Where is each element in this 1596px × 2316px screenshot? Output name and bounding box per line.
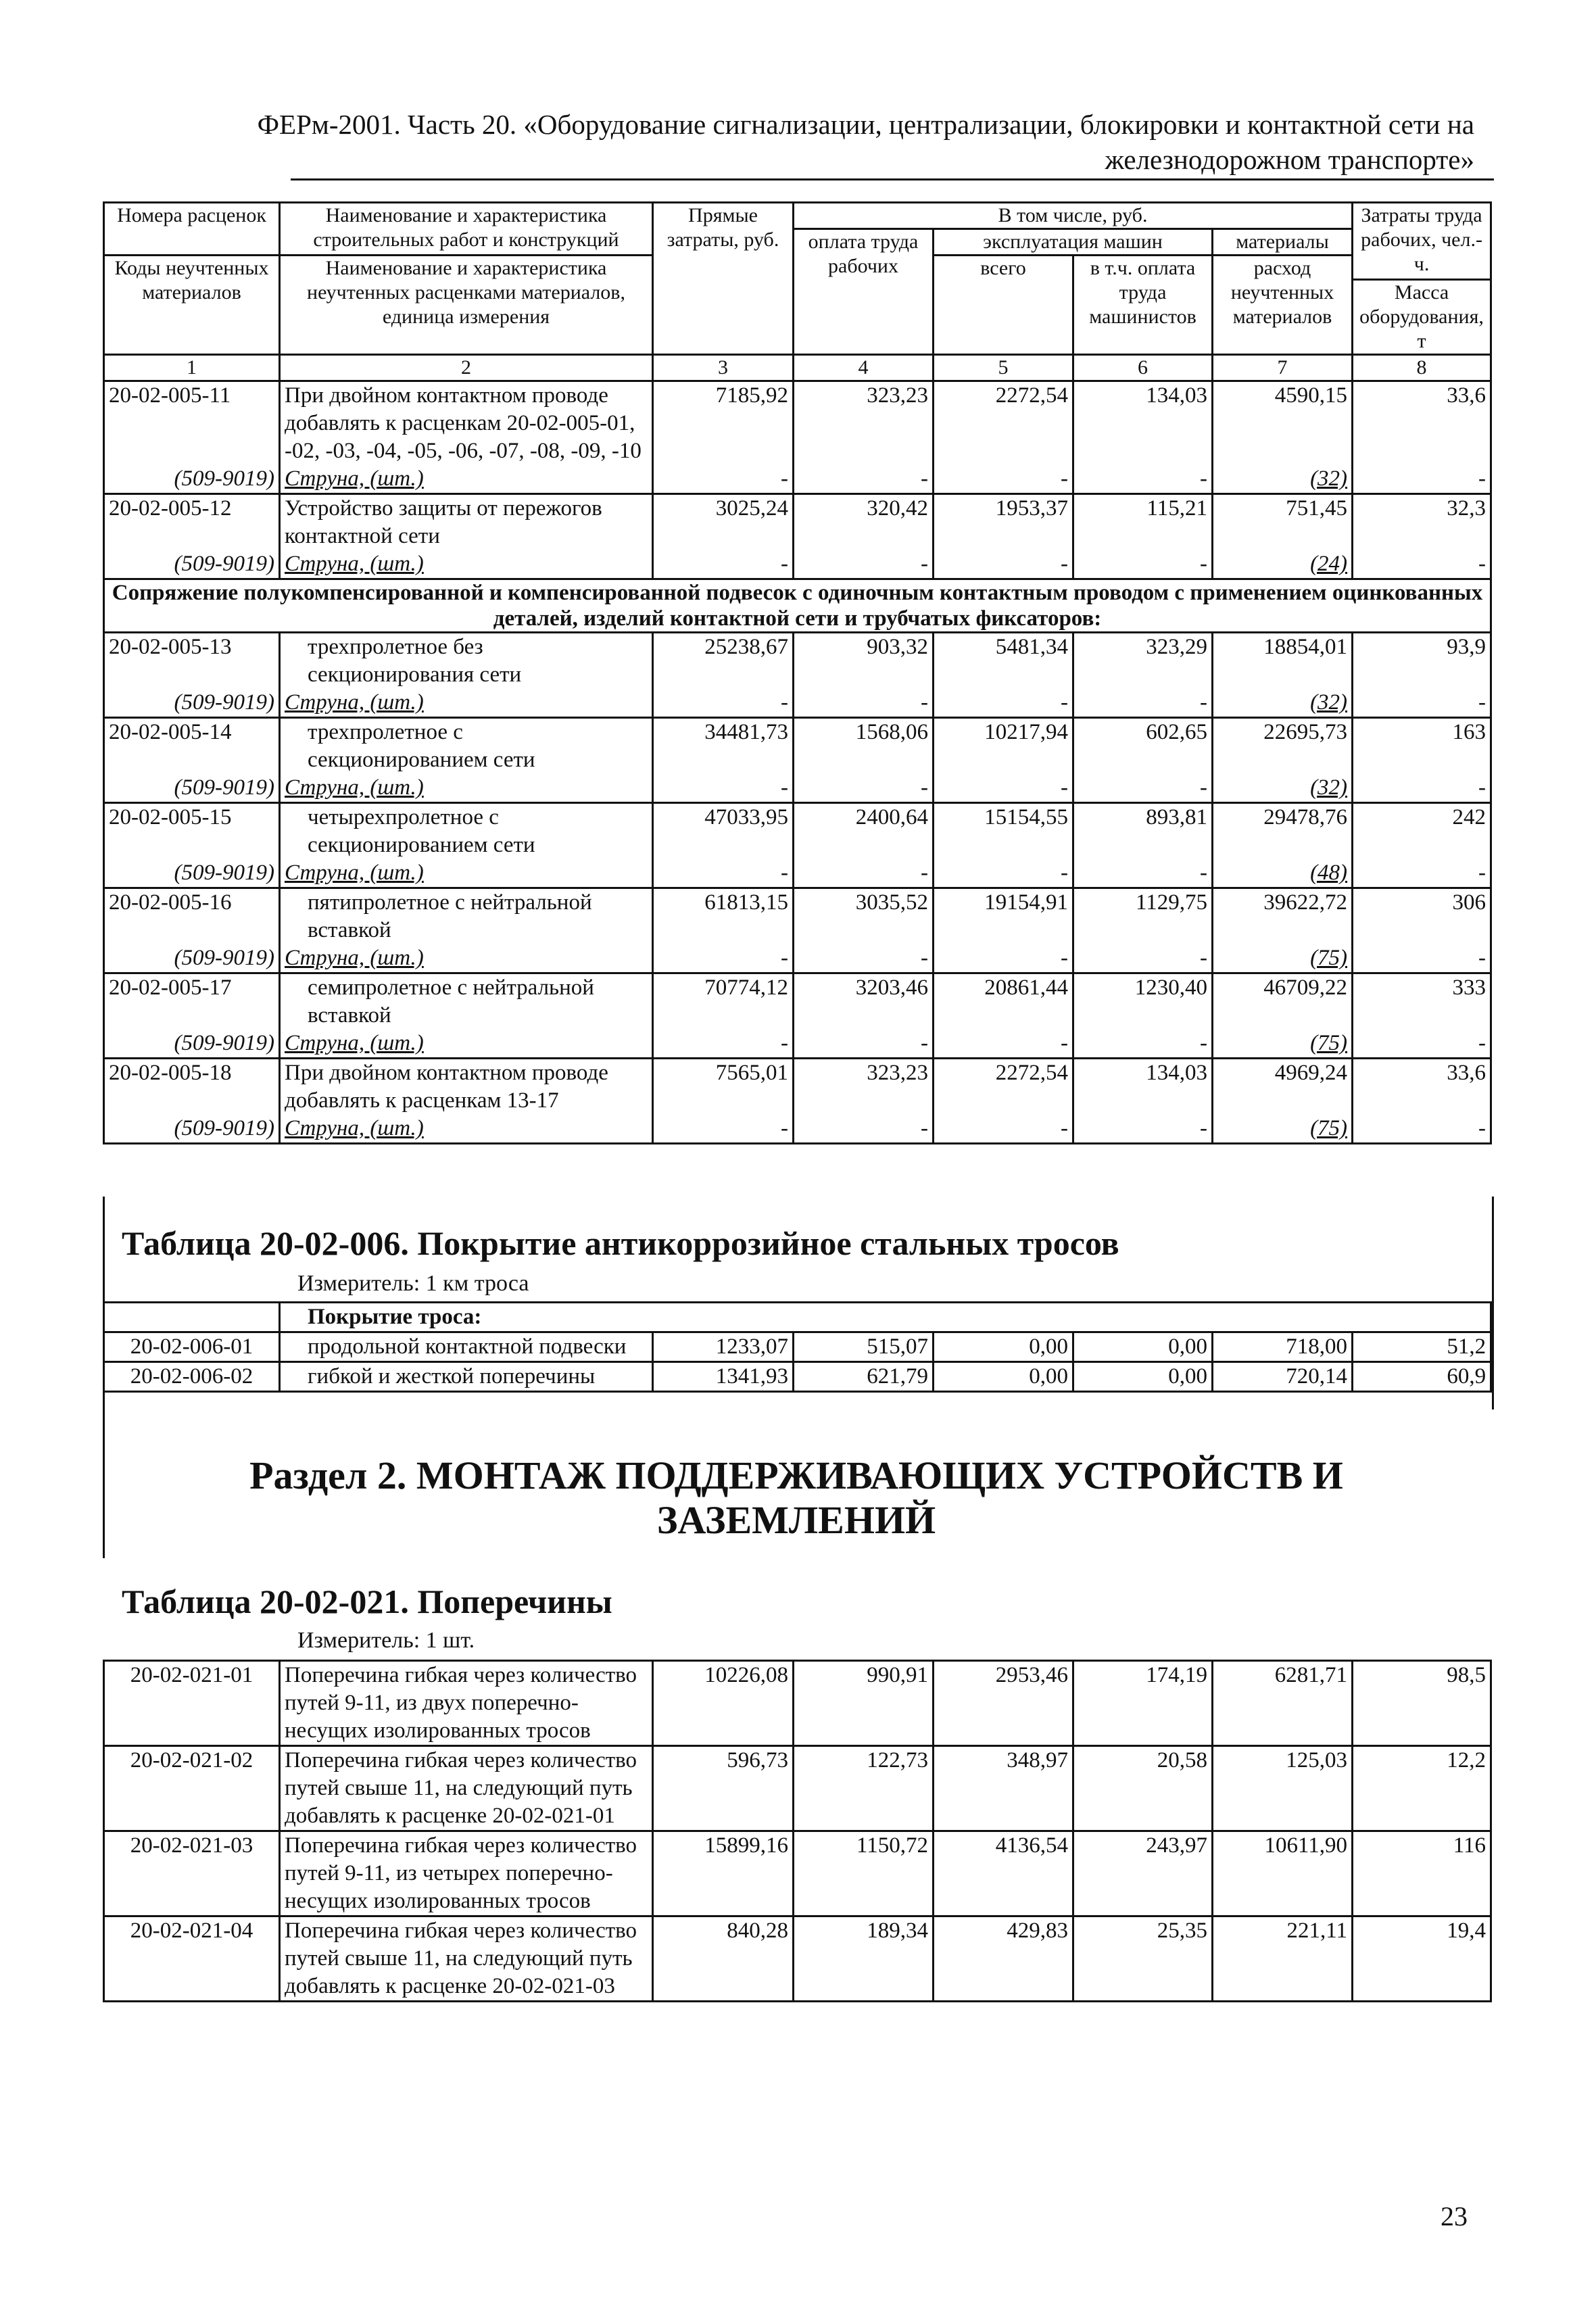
rate-value: 323,23 [794, 381, 934, 466]
rate-value: 333 [1353, 973, 1491, 1030]
rate-value: 39622,72 [1213, 888, 1353, 945]
rate-code: 20-02-006-01 [104, 1332, 280, 1362]
material-value: - [653, 944, 794, 973]
rate-value: 22695,73 [1213, 718, 1353, 775]
rate-value: 4136,54 [934, 1831, 1073, 1916]
column-number: 5 [934, 355, 1073, 381]
rate-value: 7565,01 [653, 1059, 794, 1115]
rate-name: семипролетное с нейтральной вставкой [280, 973, 653, 1030]
rate-value: 3035,52 [794, 888, 934, 945]
rate-value: 1568,06 [794, 718, 934, 775]
material-value: (32) [1213, 465, 1353, 494]
rate-value: 25,35 [1073, 1916, 1213, 2002]
rate-value: 893,81 [1073, 803, 1213, 860]
material-value: - [1353, 1115, 1491, 1144]
rate-value: 243,97 [1073, 1831, 1213, 1916]
rate-code: 20-02-021-01 [104, 1661, 280, 1746]
rate-name: пятипролетное с нейтральной вставкой [280, 888, 653, 945]
material-value: - [653, 859, 794, 888]
rate-value: 134,03 [1073, 381, 1213, 466]
table-006 [103, 1301, 1492, 1393]
material-value: - [794, 944, 934, 973]
rate-value: 306 [1353, 888, 1491, 945]
rate-value: 1230,40 [1073, 973, 1213, 1030]
rate-value: 70774,12 [653, 973, 794, 1030]
rate-value: 1953,37 [934, 494, 1073, 551]
material-value: - [653, 1030, 794, 1059]
material-value: - [794, 859, 934, 888]
rate-value: 4969,24 [1213, 1059, 1353, 1115]
rate-value: 122,73 [794, 1746, 934, 1831]
rate-value: 10217,94 [934, 718, 1073, 775]
rate-value: 33,6 [1353, 381, 1491, 466]
rate-name: Поперечина гибкая через количество путей свыше 11, на следующий путь добавлять к расценке 20-02-021-01 [280, 1746, 653, 1831]
rate-value: 6281,71 [1213, 1661, 1353, 1746]
rate-value: 429,83 [934, 1916, 1073, 2002]
material-code: (509-9019) [104, 550, 280, 579]
col-material-expense: расход неучтенных материалов [1213, 256, 1353, 355]
rate-value: 0,00 [934, 1332, 1073, 1362]
material-code: (509-9019) [104, 689, 280, 718]
rate-code: 20-02-021-02 [104, 1746, 280, 1831]
col-materials: материалы [1213, 229, 1353, 256]
material-value: (75) [1213, 1030, 1353, 1059]
material-value: - [1073, 1030, 1213, 1059]
table-row [104, 633, 1491, 690]
table-row [104, 1332, 1491, 1362]
table-row [104, 718, 1491, 775]
rate-value: 348,97 [934, 1746, 1073, 1831]
rate-value: 621,79 [794, 1362, 934, 1392]
table-021 [103, 1660, 1492, 2002]
table-row [104, 888, 1491, 945]
material-value: - [794, 774, 934, 803]
material-value: - [934, 465, 1073, 494]
material-value: - [1073, 1115, 1213, 1144]
rate-value: 32,3 [1353, 494, 1491, 551]
section2-title-line1: Раздел 2. МОНТАЖ ПОДДЕРЖИВАЮЩИХ УСТРОЙСТВ И [249, 1453, 1343, 1497]
material-value: - [934, 859, 1073, 888]
rate-value: 125,03 [1213, 1746, 1353, 1831]
rate-value: 10226,08 [653, 1661, 794, 1746]
material-value: (32) [1213, 774, 1353, 803]
material-row [104, 465, 1491, 494]
rate-name: Поперечина гибкая через количество путей свыше 11, на следующий путь добавлять к расценке 20-02-021-03 [280, 1916, 653, 2002]
section-note [104, 579, 1491, 633]
rate-value: 323,29 [1073, 633, 1213, 690]
rate-value: 990,91 [794, 1661, 934, 1746]
rate-code: 20-02-005-14 [104, 718, 280, 775]
rate-value: 18854,01 [1213, 633, 1353, 690]
rate-name: четырехпролетное с секционированием сети [280, 803, 653, 860]
rate-value: 0,00 [934, 1362, 1073, 1392]
table-row [104, 494, 1491, 551]
material-value: - [1073, 465, 1213, 494]
table-header [104, 203, 1491, 381]
rate-value: 2272,54 [934, 381, 1073, 466]
material-value: - [1353, 774, 1491, 803]
col-equipment-mass: Масса оборудования, т [1353, 280, 1491, 355]
column-numbers-row [104, 355, 1491, 381]
rate-value: 323,23 [794, 1059, 934, 1115]
rate-value: 221,11 [1213, 1916, 1353, 2002]
material-value: - [1073, 689, 1213, 718]
table-row [104, 1362, 1491, 1392]
section2-title-line2: ЗАЗЕМЛЕНИЙ [656, 1498, 936, 1542]
material-value: - [653, 774, 794, 803]
rate-value: 15154,55 [934, 803, 1073, 860]
material-name: Струна, (шт.) [280, 550, 653, 579]
rows-group-b [104, 633, 1491, 1059]
rate-value: 7185,92 [653, 381, 794, 466]
col-material-names: Наименование и характеристика неучтенных расценками материалов, единица измерения [280, 256, 653, 355]
material-value: - [794, 550, 934, 579]
rate-value: 20861,44 [934, 973, 1073, 1030]
main-table-block [103, 201, 1490, 1144]
rate-value: 602,65 [1073, 718, 1213, 775]
section-note-text: Сопряжение полукомпенсированной и компенсированной подвесок с одиночным контактным проводом с применением оцинкованных деталей, изделий контактной сети и трубчатых фиксаторов: [104, 579, 1491, 633]
table-006-rows [104, 1332, 1491, 1392]
rate-value: 3203,46 [794, 973, 934, 1030]
table-006-wrap [103, 1301, 1490, 1393]
header-rule [291, 178, 1494, 180]
rate-value: 5481,34 [934, 633, 1073, 690]
rate-value: 134,03 [1073, 1059, 1213, 1115]
table-021-wrap [103, 1660, 1490, 2002]
material-name: Струна, (шт.) [280, 774, 653, 803]
rate-value: 19,4 [1353, 1916, 1491, 2002]
running-header-line2: железнодорожном транспорте» [1105, 144, 1474, 175]
material-value: - [1073, 859, 1213, 888]
rate-code: 20-02-005-15 [104, 803, 280, 860]
rate-value: 115,21 [1073, 494, 1213, 551]
material-name: Струна, (шт.) [280, 859, 653, 888]
material-code: (509-9019) [104, 859, 280, 888]
table-row [104, 1661, 1491, 1746]
rate-value: 19154,91 [934, 888, 1073, 945]
col-machines-total: всего [934, 256, 1073, 355]
material-value: - [653, 1115, 794, 1144]
column-number: 7 [1213, 355, 1353, 381]
material-value: - [1353, 689, 1491, 718]
column-number: 8 [1353, 355, 1491, 381]
rate-value: 4590,15 [1213, 381, 1353, 466]
material-value: (48) [1213, 859, 1353, 888]
rate-code: 20-02-005-12 [104, 494, 280, 551]
material-value: (32) [1213, 689, 1353, 718]
rate-value: 515,07 [794, 1332, 934, 1362]
col-rate-numbers: Номера расценок [104, 203, 280, 256]
rate-value: 51,2 [1353, 1332, 1491, 1362]
col-direct-costs: Прямые затраты, руб. [653, 203, 794, 355]
rate-value: 60,9 [1353, 1362, 1491, 1392]
table-row [104, 803, 1491, 860]
material-value: - [1073, 774, 1213, 803]
rate-value: 1129,75 [1073, 888, 1213, 945]
material-row [104, 774, 1491, 803]
material-value: (24) [1213, 550, 1353, 579]
table-row [104, 973, 1491, 1030]
material-row [104, 1115, 1491, 1144]
material-value: - [794, 689, 934, 718]
col-material-codes: Коды неучтенных материалов [104, 256, 280, 355]
rate-value: 29478,76 [1213, 803, 1353, 860]
rate-name: Поперечина гибкая через количество путей 9-11, из четырех поперечно-несущих изолированных тросов [280, 1831, 653, 1916]
material-value: - [934, 944, 1073, 973]
rate-value: 3025,24 [653, 494, 794, 551]
material-code: (509-9019) [104, 465, 280, 494]
table-row [104, 1831, 1491, 1916]
rate-name: При двойном контактном проводе добавлять к расценкам 13-17 [280, 1059, 653, 1115]
rate-name: трехпролетное без секционирования сети [280, 633, 653, 690]
rate-name: Устройство защиты от пережогов контактной сети [280, 494, 653, 551]
rate-value: 596,73 [653, 1746, 794, 1831]
material-value: - [1353, 550, 1491, 579]
rate-value: 718,00 [1213, 1332, 1353, 1362]
rate-value: 61813,15 [653, 888, 794, 945]
rate-value: 320,42 [794, 494, 934, 551]
material-name: Струна, (шт.) [280, 465, 653, 494]
rate-code: 20-02-005-11 [104, 381, 280, 466]
material-value: - [934, 774, 1073, 803]
material-value: - [934, 1115, 1073, 1144]
material-value: - [1073, 944, 1213, 973]
material-value: - [934, 1030, 1073, 1059]
column-number: 3 [653, 355, 794, 381]
material-row [104, 859, 1491, 888]
rate-value: 25238,67 [653, 633, 794, 690]
table-006-group: Покрытие троса: [280, 1303, 1491, 1332]
rate-code: 20-02-005-18 [104, 1059, 280, 1115]
running-header-line1: ФЕРм-2001. Часть 20. «Оборудование сигнализации, централизации, блокировки и контактной сети на [257, 109, 1474, 140]
material-value: - [653, 689, 794, 718]
rate-value: 720,14 [1213, 1362, 1353, 1392]
rate-name: гибкой и жесткой поперечины [280, 1362, 653, 1392]
column-number: 2 [280, 355, 653, 381]
column-number: 6 [1073, 355, 1213, 381]
table-row [104, 381, 1491, 466]
rate-value: 242 [1353, 803, 1491, 860]
material-name: Струна, (шт.) [280, 1115, 653, 1144]
col-labor-pay: оплата труда рабочих [794, 229, 934, 355]
rate-value: 840,28 [653, 1916, 794, 2002]
material-name: Струна, (шт.) [280, 689, 653, 718]
rate-value: 98,5 [1353, 1661, 1491, 1746]
column-number: 4 [794, 355, 934, 381]
material-value: - [653, 550, 794, 579]
rate-code: 20-02-005-17 [104, 973, 280, 1030]
rate-value: 10611,90 [1213, 1831, 1353, 1916]
rate-value: 903,32 [794, 633, 934, 690]
rate-name: Поперечина гибкая через количество путей 9-11, из двух поперечно-несущих изолированных тросов [280, 1661, 653, 1746]
material-row [104, 550, 1491, 579]
rate-name: трехпролетное с секционированием сети [280, 718, 653, 775]
material-value: (75) [1213, 944, 1353, 973]
material-code: (509-9019) [104, 774, 280, 803]
material-value: - [1353, 465, 1491, 494]
table-021-measure: Измеритель: 1 шт. [297, 1628, 475, 1653]
rate-code: 20-02-005-16 [104, 888, 280, 945]
material-value: - [1353, 859, 1491, 888]
material-value: - [1353, 944, 1491, 973]
material-value: - [794, 1030, 934, 1059]
rate-code: 20-02-021-03 [104, 1831, 280, 1916]
rate-name: продольной контактной подвески [280, 1332, 653, 1362]
material-value: - [1353, 1030, 1491, 1059]
rows-group-c [104, 1059, 1491, 1144]
rate-value: 0,00 [1073, 1332, 1213, 1362]
rate-value: 47033,95 [653, 803, 794, 860]
section2-title [103, 1453, 1490, 1543]
material-value: - [1073, 550, 1213, 579]
rate-value: 1150,72 [794, 1831, 934, 1916]
page-number: 23 [1441, 2201, 1468, 2231]
rate-name: При двойном контактном проводе добавлять к расценкам 20-02-005-01, -02, -03, -04, -05, -06, -07, -08, -09, -10 [280, 381, 653, 466]
col-machinist-pay: в т.ч. оплата труда машинистов [1073, 256, 1213, 355]
rate-value: 174,19 [1073, 1661, 1213, 1746]
rate-value: 33,6 [1353, 1059, 1491, 1115]
material-value: (75) [1213, 1115, 1353, 1144]
material-value: - [653, 465, 794, 494]
rate-value: 751,45 [1213, 494, 1353, 551]
table-row [104, 1746, 1491, 1831]
rows-group-a [104, 381, 1491, 579]
col-including: В том числе, руб. [794, 203, 1353, 229]
material-value: - [934, 689, 1073, 718]
material-code: (509-9019) [104, 944, 280, 973]
material-row [104, 689, 1491, 718]
rate-code: 20-02-021-04 [104, 1916, 280, 2002]
rate-value: 2953,46 [934, 1661, 1073, 1746]
rate-code: 20-02-006-02 [104, 1362, 280, 1392]
main-table [103, 201, 1492, 1144]
running-header [55, 107, 1474, 177]
material-value: - [794, 465, 934, 494]
rate-value: 20,58 [1073, 1746, 1213, 1831]
rate-value: 163 [1353, 718, 1491, 775]
table-021-title: Таблица 20-02-021. Поперечины [122, 1583, 612, 1620]
rate-value: 46709,22 [1213, 973, 1353, 1030]
column-number: 1 [104, 355, 280, 381]
table-006-measure: Измеритель: 1 км троса [297, 1271, 529, 1296]
material-name: Струна, (шт.) [280, 944, 653, 973]
rate-code: 20-02-005-13 [104, 633, 280, 690]
material-value: - [934, 550, 1073, 579]
rate-value: 15899,16 [653, 1831, 794, 1916]
rate-value: 2272,54 [934, 1059, 1073, 1115]
col-machines: эксплуатация машин [934, 229, 1213, 256]
material-code: (509-9019) [104, 1115, 280, 1144]
table-row [104, 1059, 1491, 1115]
rate-value: 93,9 [1353, 633, 1491, 690]
material-row [104, 944, 1491, 973]
rate-value: 34481,73 [653, 718, 794, 775]
rate-value: 189,34 [794, 1916, 934, 2002]
col-work-name: Наименование и характеристика строительных работ и конструкций [280, 203, 653, 256]
rate-value: 12,2 [1353, 1746, 1491, 1831]
material-row [104, 1030, 1491, 1059]
col-labor-costs: Затраты труда рабочих, чел.-ч. [1353, 203, 1491, 280]
rate-value: 0,00 [1073, 1362, 1213, 1392]
rate-value: 116 [1353, 1831, 1491, 1916]
material-name: Струна, (шт.) [280, 1030, 653, 1059]
rate-value: 1233,07 [653, 1332, 794, 1362]
table-021-rows [104, 1661, 1491, 2002]
table-006-title: Таблица 20-02-006. Покрытие антикоррозийное стальных тросов [122, 1224, 1119, 1262]
rate-value: 2400,64 [794, 803, 934, 860]
material-code: (509-9019) [104, 1030, 280, 1059]
table-row [104, 1916, 1491, 2002]
rate-value: 1341,93 [653, 1362, 794, 1392]
material-value: - [794, 1115, 934, 1144]
